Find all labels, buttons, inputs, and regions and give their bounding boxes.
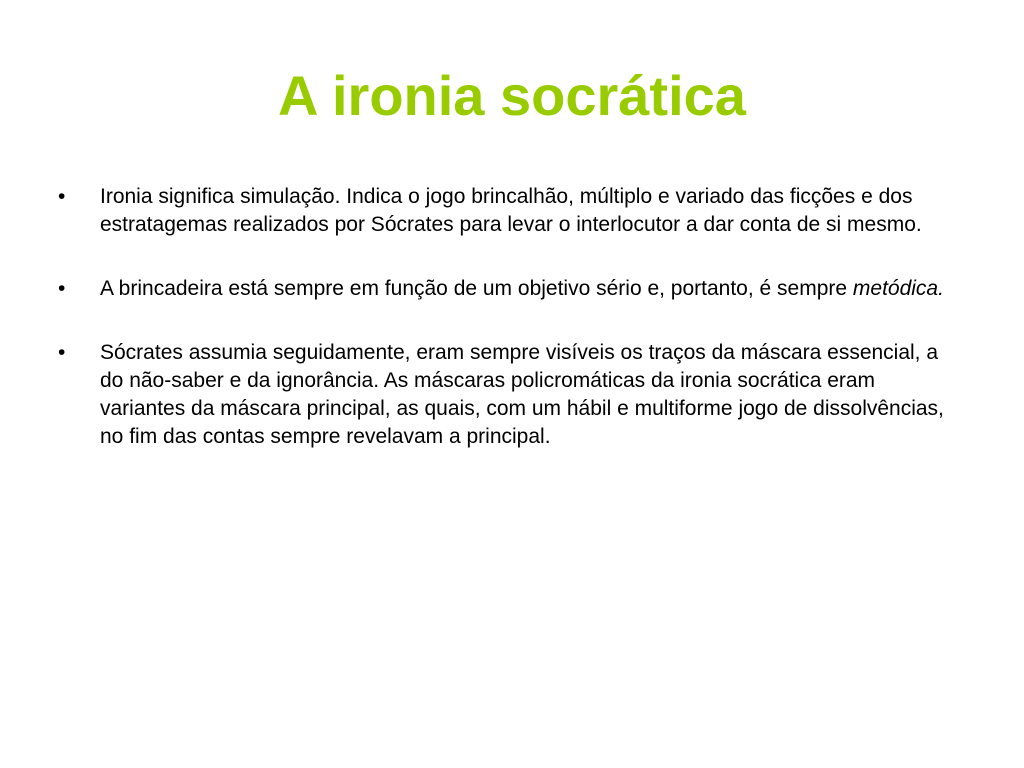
bullet-item-simulacao (58, 183, 958, 239)
bullet-text: A brincadeira está sempre em função de um objetivo sério e, portanto, é sempre (100, 277, 853, 300)
slide-title: A ironia socrática (278, 64, 746, 127)
bullet-item-brincadeira (58, 275, 958, 303)
bullet-emphasis: metódica. (852, 277, 944, 300)
bullet-marker: • (58, 185, 66, 208)
bullet-text: Ironia significa simulação. Indica o jogo brincalhão, múltiplo e variado das ficções e dos estratagemas realizados por Sócrates para levar o interlocutor a dar conta de si mesmo. (100, 185, 922, 236)
bullet-text: Sócrates assumia seguidamente, eram sempre visíveis os traços da máscara essencial, a do não-saber e da ignorância. As máscaras policromáticas da ironia socrática eram variantes da máscara principal, as quais, com um hábil e multiforme jogo de dissolvências, no fim das contas sempre revelavam a principal. (100, 341, 944, 448)
bullet-marker: • (58, 277, 66, 300)
bullet-marker: • (58, 341, 66, 364)
bullet-list (58, 183, 958, 487)
bullet-item-mascaras (58, 339, 958, 451)
